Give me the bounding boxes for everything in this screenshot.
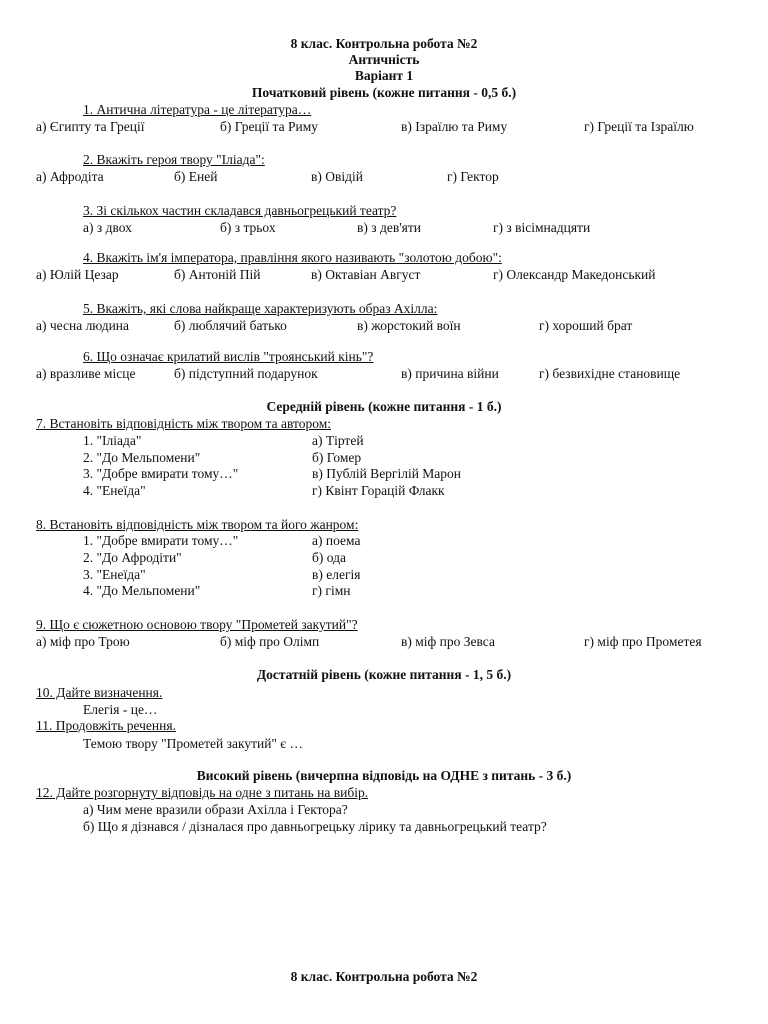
- q8-left-1: 1. "Добре вмирати тому…": [83, 533, 239, 548]
- q5-option-d: г) хороший брат: [539, 318, 633, 333]
- question-6: 6. Що означає крилатий вислів "троянський кінь"?: [83, 349, 374, 364]
- q8-left-3: 3. "Енеїда": [83, 567, 146, 582]
- next-page-title: 8 клас. Контрольна робота №2: [290, 969, 478, 984]
- question-4: 4. Вкажіть ім'я імператора, правління якого називають "золотою добою":: [83, 250, 502, 265]
- q2-option-d: г) Гектор: [447, 169, 499, 184]
- q8-left-4: 4. "До Мельпомени": [83, 583, 201, 598]
- q7-right-a: а) Тіртей: [312, 433, 364, 448]
- section-heading-middle: Середній рівень (кожне питання - 1 б.): [266, 399, 502, 414]
- doc-title: 8 клас. Контрольна робота №2: [290, 36, 478, 51]
- q6-option-d: г) безвихідне становище: [539, 366, 681, 381]
- q4-option-b: б) Антоній Пій: [174, 267, 261, 282]
- q7-left-4: 4. "Енеїда": [83, 483, 146, 498]
- question-2: 2. Вкажіть героя твору "Іліада":: [83, 152, 265, 167]
- q5-option-c: в) жорстокий воїн: [357, 318, 461, 333]
- q7-left-3: 3. "Добре вмирати тому…": [83, 466, 239, 481]
- q8-left-2: 2. "До Афродіти": [83, 550, 182, 565]
- q4-option-c: в) Октавіан Август: [311, 267, 421, 282]
- section-heading-high: Високий рівень (вичерпна відповідь на ОДНЕ з питань - 3 б.): [196, 768, 572, 783]
- q2-option-b: б) Еней: [174, 169, 218, 184]
- section-heading-initial: Початковий рівень (кожне питання - 0,5 б.): [251, 85, 517, 100]
- q6-option-c: в) причина війни: [401, 366, 499, 381]
- question-9: 9. Що є сюжетною основою твору "Прометей закутий"?: [36, 617, 358, 632]
- q1-option-a: а) Єгипту та Греції: [36, 119, 145, 134]
- question-1: 1. Антична література - це література…: [83, 102, 312, 117]
- q10-prompt: Елегія - це…: [83, 702, 158, 717]
- question-8: 8. Встановіть відповідність між твором та його жанром:: [36, 517, 359, 532]
- q1-option-c: в) Ізраїлю та Риму: [401, 119, 508, 134]
- q7-right-d: г) Квінт Горацій Флакк: [312, 483, 445, 498]
- q9-option-d: г) міф про Прометея: [584, 634, 702, 649]
- q8-right-d: г) гімн: [312, 583, 351, 598]
- q7-left-2: 2. "До Мельпомени": [83, 450, 201, 465]
- question-12: 12. Дайте розгорнуту відповідь на одне з питань на вибір.: [36, 785, 369, 800]
- q12-option-a: а) Чим мене вразили образи Ахілла і Гектора?: [83, 802, 348, 817]
- question-7: 7. Встановіть відповідність між твором та автором:: [36, 416, 332, 431]
- q4-option-a: а) Юлій Цезар: [36, 267, 119, 282]
- q7-left-1: 1. "Іліада": [83, 433, 142, 448]
- q3-option-b: б) з трьох: [220, 220, 276, 235]
- q9-option-b: б) міф про Олімп: [220, 634, 320, 649]
- q8-right-a: а) поема: [312, 533, 361, 548]
- section-heading-sufficient: Достатній рівень (кожне питання - 1, 5 б.): [256, 667, 512, 682]
- q2-option-a: а) Афродіта: [36, 169, 104, 184]
- q8-right-b: б) ода: [312, 550, 346, 565]
- q3-option-a: а) з двох: [83, 220, 132, 235]
- q1-option-b: б) Греції та Риму: [220, 119, 318, 134]
- q9-option-a: а) міф про Трою: [36, 634, 130, 649]
- q6-option-a: а) вразливе місце: [36, 366, 136, 381]
- q3-option-c: в) з дев'яти: [357, 220, 421, 235]
- q8-right-c: в) елегія: [312, 567, 361, 582]
- q12-option-b: б) Що я дізнався / дізналася про давньогрецьку лірику та давньогрецький театр?: [83, 819, 547, 834]
- q2-option-c: в) Овідій: [311, 169, 363, 184]
- question-10: 10. Дайте визначення.: [36, 685, 163, 700]
- q7-right-c: в) Публій Вергілій Марон: [312, 466, 462, 481]
- variant-label: Варіант 1: [354, 68, 414, 83]
- q7-right-b: б) Гомер: [312, 450, 362, 465]
- q1-option-d: г) Греції та Ізраїлю: [584, 119, 694, 134]
- question-3: 3. Зі скількох частин складався давньогрецький театр?: [83, 203, 397, 218]
- q5-option-b: б) люблячий батько: [174, 318, 287, 333]
- q4-option-d: г) Олександр Македонський: [493, 267, 656, 282]
- question-5: 5. Вкажіть, які слова найкраще характеризують образ Ахілла:: [83, 301, 438, 316]
- q11-prompt: Темою твору "Прометей закутий" є …: [83, 736, 303, 751]
- q6-option-b: б) підступний подарунок: [174, 366, 318, 381]
- q5-option-a: а) чесна людина: [36, 318, 130, 333]
- doc-subtitle: Античність: [348, 52, 420, 67]
- q9-option-c: в) міф про Зевса: [401, 634, 495, 649]
- q3-option-d: г) з вісімнадцяти: [493, 220, 591, 235]
- question-11: 11. Продовжіть речення.: [36, 718, 176, 733]
